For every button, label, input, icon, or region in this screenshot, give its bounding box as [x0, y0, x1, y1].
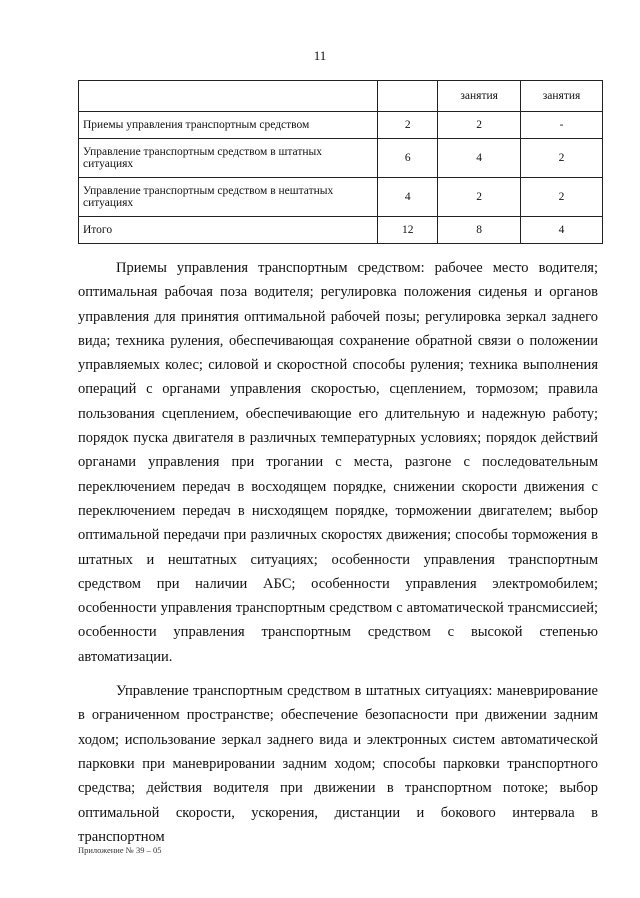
hours-table: [78, 80, 603, 244]
row-theory: 2: [438, 178, 521, 217]
paragraph: Приемы управления транспортным средством: рабочее место водителя; оптимальная рабочая поза водителя; регулировка положения сиденья и органов управления для принятия оптимальной рабочей позы; регулировка зеркал заднего вида; техника руления, обеспечивающая сохранение обратной связи о положении управляемых колес; силовой и скоростной способы руления; техника выполнения операций с органами управления скоростью, сцеплением, тормозом; правила пользования сцеплением, обеспечивающие его длительную и надежную работу; порядок пуска двигателя в различных температурных условиях; порядок действий органами управления при трогании с места, разгоне с последовательным переключением передач в восходящем порядке, снижении скорости движения с переключением передач в нисходящем порядке, торможении двигателем; выбор оптимальной передачи при различных скоростях движения; способы торможения в штатных и нештатных ситуациях; особенности управления транспортным средством при наличии АБС; особенности управления электромобилем; особенности управления транспортным средством с автоматической трансмиссией; особенности управления транспортным средством с высокой степенью автоматизации.: [78, 260, 598, 665]
row-name: Управление транспортным средством в нештатных ситуациях: [79, 178, 378, 217]
page-number: 11: [313, 48, 327, 63]
body-text: [78, 256, 598, 859]
header-cell-name: [79, 81, 378, 112]
row-theory: 4: [438, 139, 521, 178]
row-theory: 8: [438, 217, 521, 244]
row-name: Приемы управления транспортным средством: [79, 112, 378, 139]
table-row-total: [79, 217, 603, 244]
row-practice: 2: [521, 139, 603, 178]
table-row: [79, 178, 603, 217]
table-header-row: [79, 81, 603, 112]
header-cell-total: [378, 81, 438, 112]
row-name: Управление транспортным средством в штатных ситуациях: [79, 139, 378, 178]
row-total: 12: [378, 217, 438, 244]
paragraph: Управление транспортным средством в штатных ситуациях: маневрирование в ограниченном пространстве; обеспечение безопасности при движении задним ходом; использование зеркал заднего вида и электронных систем автоматической парковки при маневрировании задним ходом; способы парковки транспортного средства; действия водителя при движении в транспортном потоке; выбор оптимальной скорости, ускорения, дистанции и бокового интервала в транспортном: [78, 683, 598, 845]
row-total: 2: [378, 112, 438, 139]
row-theory: 2: [438, 112, 521, 139]
row-practice: 2: [521, 178, 603, 217]
row-name: Итого: [79, 217, 378, 244]
row-practice: -: [521, 112, 603, 139]
table-row: [79, 112, 603, 139]
footer-note: Приложение № 39 – 05: [78, 845, 162, 855]
header-cell-practice: занятия: [521, 81, 603, 112]
row-total: 6: [378, 139, 438, 178]
table-row: [79, 139, 603, 178]
header-cell-theory: занятия: [438, 81, 521, 112]
row-practice: 4: [521, 217, 603, 244]
row-total: 4: [378, 178, 438, 217]
